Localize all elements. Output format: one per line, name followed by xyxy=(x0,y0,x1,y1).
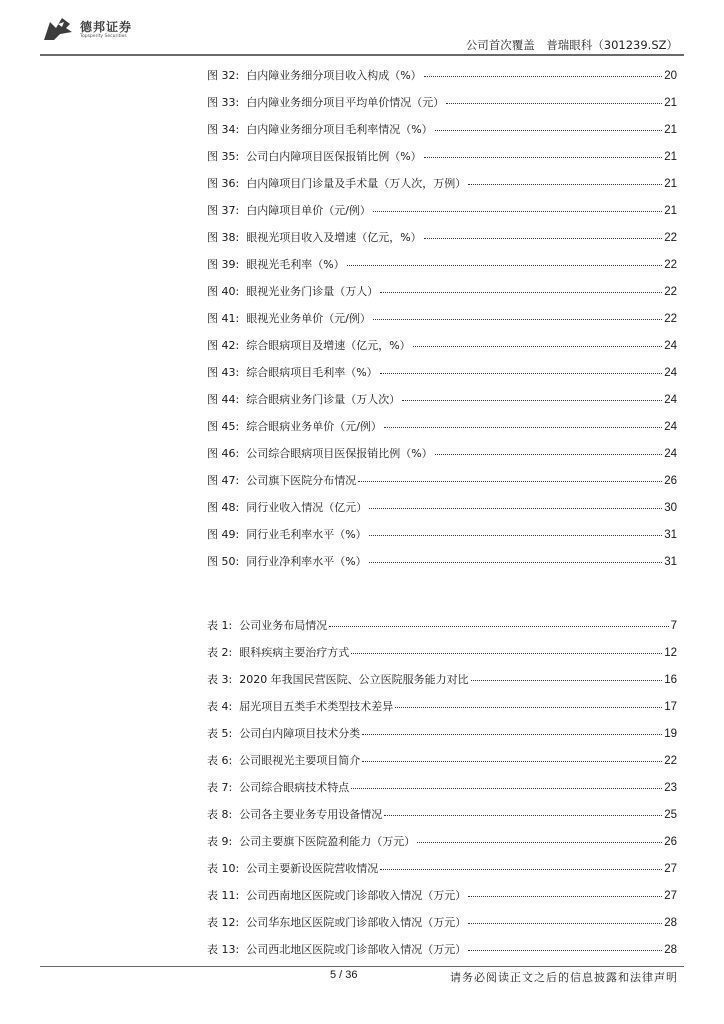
toc-entry[interactable] xyxy=(207,521,677,548)
toc-entry-page: 21 xyxy=(664,124,677,136)
toc-entry[interactable] xyxy=(207,747,677,774)
toc-entry[interactable] xyxy=(207,693,677,720)
toc-entry-title: 表 8: 公司各主要业务专用设备情况 xyxy=(207,808,383,821)
dot-leader xyxy=(413,346,663,347)
dot-leader xyxy=(369,508,662,509)
toc-entry[interactable] xyxy=(207,467,677,494)
toc-entry-page: 28 xyxy=(664,917,677,929)
logo-chinese-name: 德邦证券 xyxy=(80,20,133,34)
dot-leader xyxy=(468,184,662,185)
toc-entry[interactable] xyxy=(207,116,677,143)
toc-entry-title: 图 32: 白内障业务细分项目收入构成（%） xyxy=(207,69,422,82)
dot-leader xyxy=(395,707,662,708)
toc-entry[interactable] xyxy=(207,855,677,882)
toc-entry-title: 图 44: 综合眼病业务门诊量（万人次） xyxy=(207,393,401,406)
table-list xyxy=(207,612,677,963)
toc-entry[interactable] xyxy=(207,278,677,305)
report-header-title: 公司首次覆盖 普瑞眼科（301239.SZ） xyxy=(465,38,678,52)
dot-leader xyxy=(358,481,662,482)
toc-entry-page: 22 xyxy=(664,286,677,298)
toc-entry-page: 22 xyxy=(664,755,677,767)
toc-entry[interactable] xyxy=(207,548,677,575)
toc-entry-page: 21 xyxy=(664,205,677,217)
toc-entry-page: 7 xyxy=(670,620,677,632)
toc-entry[interactable] xyxy=(207,828,677,855)
toc-entry-page: 22 xyxy=(664,313,677,325)
toc-entry-title: 表 5: 公司白内障项目技术分类 xyxy=(207,727,361,740)
dot-leader xyxy=(424,238,663,239)
dot-leader xyxy=(424,157,663,158)
company-logo xyxy=(40,14,180,46)
dot-leader xyxy=(347,265,663,266)
toc-entry-page: 30 xyxy=(664,502,677,514)
toc-entry-title: 图 47: 公司旗下医院分布情况 xyxy=(207,474,357,487)
toc-entry-page: 27 xyxy=(664,863,677,875)
toc-entry-page: 20 xyxy=(664,70,677,82)
toc-entry[interactable] xyxy=(207,359,677,386)
toc-entry-page: 21 xyxy=(664,178,677,190)
toc-entry-page: 21 xyxy=(664,97,677,109)
toc-entry[interactable] xyxy=(207,62,677,89)
toc-entry-title: 图 38: 眼视光项目收入及增速（亿元，%） xyxy=(207,231,422,244)
toc-entry[interactable] xyxy=(207,89,677,116)
dot-leader xyxy=(435,454,663,455)
header-divider xyxy=(40,54,684,56)
dot-leader xyxy=(468,950,662,951)
toc-entry[interactable] xyxy=(207,413,677,440)
toc-entry-page: 23 xyxy=(664,782,677,794)
page-number: 5 / 36 xyxy=(330,969,358,981)
dot-leader xyxy=(369,562,663,563)
toc-entry-page: 24 xyxy=(664,394,677,406)
dot-leader xyxy=(446,103,662,104)
toc-entry[interactable] xyxy=(207,801,677,828)
toc-entry-title: 表 11: 公司西南地区医院或门诊部收入情况（万元） xyxy=(207,889,467,902)
toc-entry[interactable] xyxy=(207,936,677,963)
toc-entry[interactable] xyxy=(207,386,677,413)
toc-entry-page: 28 xyxy=(664,944,677,956)
toc-entry-title: 表 12: 公司华东地区医院或门诊部收入情况（万元） xyxy=(207,916,467,929)
toc-entry[interactable] xyxy=(207,197,677,224)
toc-entry-page: 26 xyxy=(664,475,677,487)
toc-entry[interactable] xyxy=(207,440,677,467)
toc-entry-title: 图 36: 白内障项目门诊量及手术量（万人次，万例） xyxy=(207,177,467,190)
toc-entry-page: 24 xyxy=(664,367,677,379)
dot-leader xyxy=(417,842,662,843)
dot-leader xyxy=(369,535,663,536)
toc-entry-page: 26 xyxy=(664,836,677,848)
footer-divider xyxy=(40,966,684,967)
toc-entry-title: 表 9: 公司主要旗下医院盈利能力（万元） xyxy=(207,835,416,848)
dot-leader xyxy=(380,292,662,293)
toc-entry-title: 图 48: 同行业收入情况（亿元） xyxy=(207,501,368,514)
toc-entry[interactable] xyxy=(207,882,677,909)
legal-disclaimer: 请务必阅读正文之后的信息披露和法律声明 xyxy=(450,971,678,984)
toc-entry-title: 图 45: 综合眼病业务单价（元/例） xyxy=(207,420,382,433)
toc-entry[interactable] xyxy=(207,666,677,693)
toc-entry[interactable] xyxy=(207,720,677,747)
toc-entry-title: 图 42: 综合眼病项目及增速（亿元，%） xyxy=(207,339,411,352)
dot-leader xyxy=(362,734,662,735)
dot-leader xyxy=(468,896,662,897)
toc-entry-page: 12 xyxy=(664,647,677,659)
toc-entry-title: 表 7: 公司综合眼病技术特点 xyxy=(207,781,350,794)
toc-entry[interactable] xyxy=(207,494,677,521)
dot-leader xyxy=(384,427,662,428)
toc-entry[interactable] xyxy=(207,909,677,936)
toc-entry-page: 24 xyxy=(664,421,677,433)
toc-entry-page: 22 xyxy=(664,232,677,244)
toc-entry-title: 表 13: 公司西北地区医院或门诊部收入情况（万元） xyxy=(207,943,467,956)
toc-entry-title: 表 3: 2020 年我国民营医院、公立医院服务能力对比 xyxy=(207,673,469,686)
toc-entry-page: 16 xyxy=(664,674,677,686)
dot-leader xyxy=(435,130,663,131)
toc-entry-title: 图 39: 眼视光毛利率（%） xyxy=(207,258,345,271)
dot-leader xyxy=(329,626,668,627)
toc-entry-title: 图 40: 眼视光业务门诊量（万人） xyxy=(207,285,379,298)
toc-entry[interactable] xyxy=(207,774,677,801)
dot-leader xyxy=(362,761,662,762)
toc-entry[interactable] xyxy=(207,332,677,359)
dot-leader xyxy=(402,400,662,401)
toc-entry-page: 27 xyxy=(664,890,677,902)
toc-entry[interactable] xyxy=(207,639,677,666)
dot-leader xyxy=(351,653,662,654)
toc-entry-title: 图 35: 公司白内障项目医保报销比例（%） xyxy=(207,150,422,163)
toc-entry[interactable] xyxy=(207,170,677,197)
toc-entry-title: 表 4: 屈光项目五类手术类型技术差异 xyxy=(207,700,394,713)
dot-leader xyxy=(424,76,663,77)
toc-entry-title: 表 10: 公司主要新设医院营收情况 xyxy=(207,862,379,875)
toc-entry-page: 25 xyxy=(664,809,677,821)
toc-entry[interactable] xyxy=(207,224,677,251)
toc-entry-title: 图 49: 同行业毛利率水平（%） xyxy=(207,528,367,541)
dot-leader xyxy=(351,788,662,789)
toc-entry[interactable] xyxy=(207,305,677,332)
toc-entry-title: 表 1: 公司业务布局情况 xyxy=(207,619,328,632)
toc-entry[interactable] xyxy=(207,251,677,278)
logo-mark-icon xyxy=(40,14,76,44)
toc-entry-title: 图 43: 综合眼病项目毛利率（%） xyxy=(207,366,378,379)
toc-entry-title: 表 2: 眼科疾病主要治疗方式 xyxy=(207,646,350,659)
toc-entry-page: 31 xyxy=(664,556,677,568)
toc-entry-title: 图 50: 同行业净利率水平（%） xyxy=(207,555,367,568)
toc-entry-page: 24 xyxy=(664,448,677,460)
dot-leader xyxy=(471,680,663,681)
toc-entry[interactable] xyxy=(207,612,677,639)
dot-leader xyxy=(384,815,662,816)
toc-entry-page: 31 xyxy=(664,529,677,541)
dot-leader xyxy=(468,923,662,924)
toc-entry-page: 21 xyxy=(664,151,677,163)
toc-entry-title: 图 34: 白内障业务细分项目毛利率情况（%） xyxy=(207,123,433,136)
toc-entry-page: 19 xyxy=(664,728,677,740)
dot-leader xyxy=(373,211,662,212)
toc-entry-title: 图 33: 白内障业务细分项目平均单价情况（元） xyxy=(207,96,445,109)
toc-entry-page: 22 xyxy=(664,259,677,271)
toc-entry-title: 图 46: 公司综合眼病项目医保报销比例（%） xyxy=(207,447,433,460)
dot-leader xyxy=(380,373,663,374)
dot-leader xyxy=(380,869,662,870)
toc-entry-title: 表 6: 公司眼视光主要项目简介 xyxy=(207,754,361,767)
logo-english-name: Topsperity Securities xyxy=(80,34,127,39)
toc-entry[interactable] xyxy=(207,143,677,170)
toc-entry-page: 17 xyxy=(664,701,677,713)
toc-entry-title: 图 37: 白内障项目单价（元/例） xyxy=(207,204,371,217)
toc-entry-title: 图 41: 眼视光业务单价（元/例） xyxy=(207,312,371,325)
dot-leader xyxy=(373,319,662,320)
toc-entry-page: 24 xyxy=(664,340,677,352)
figure-list xyxy=(207,62,677,575)
